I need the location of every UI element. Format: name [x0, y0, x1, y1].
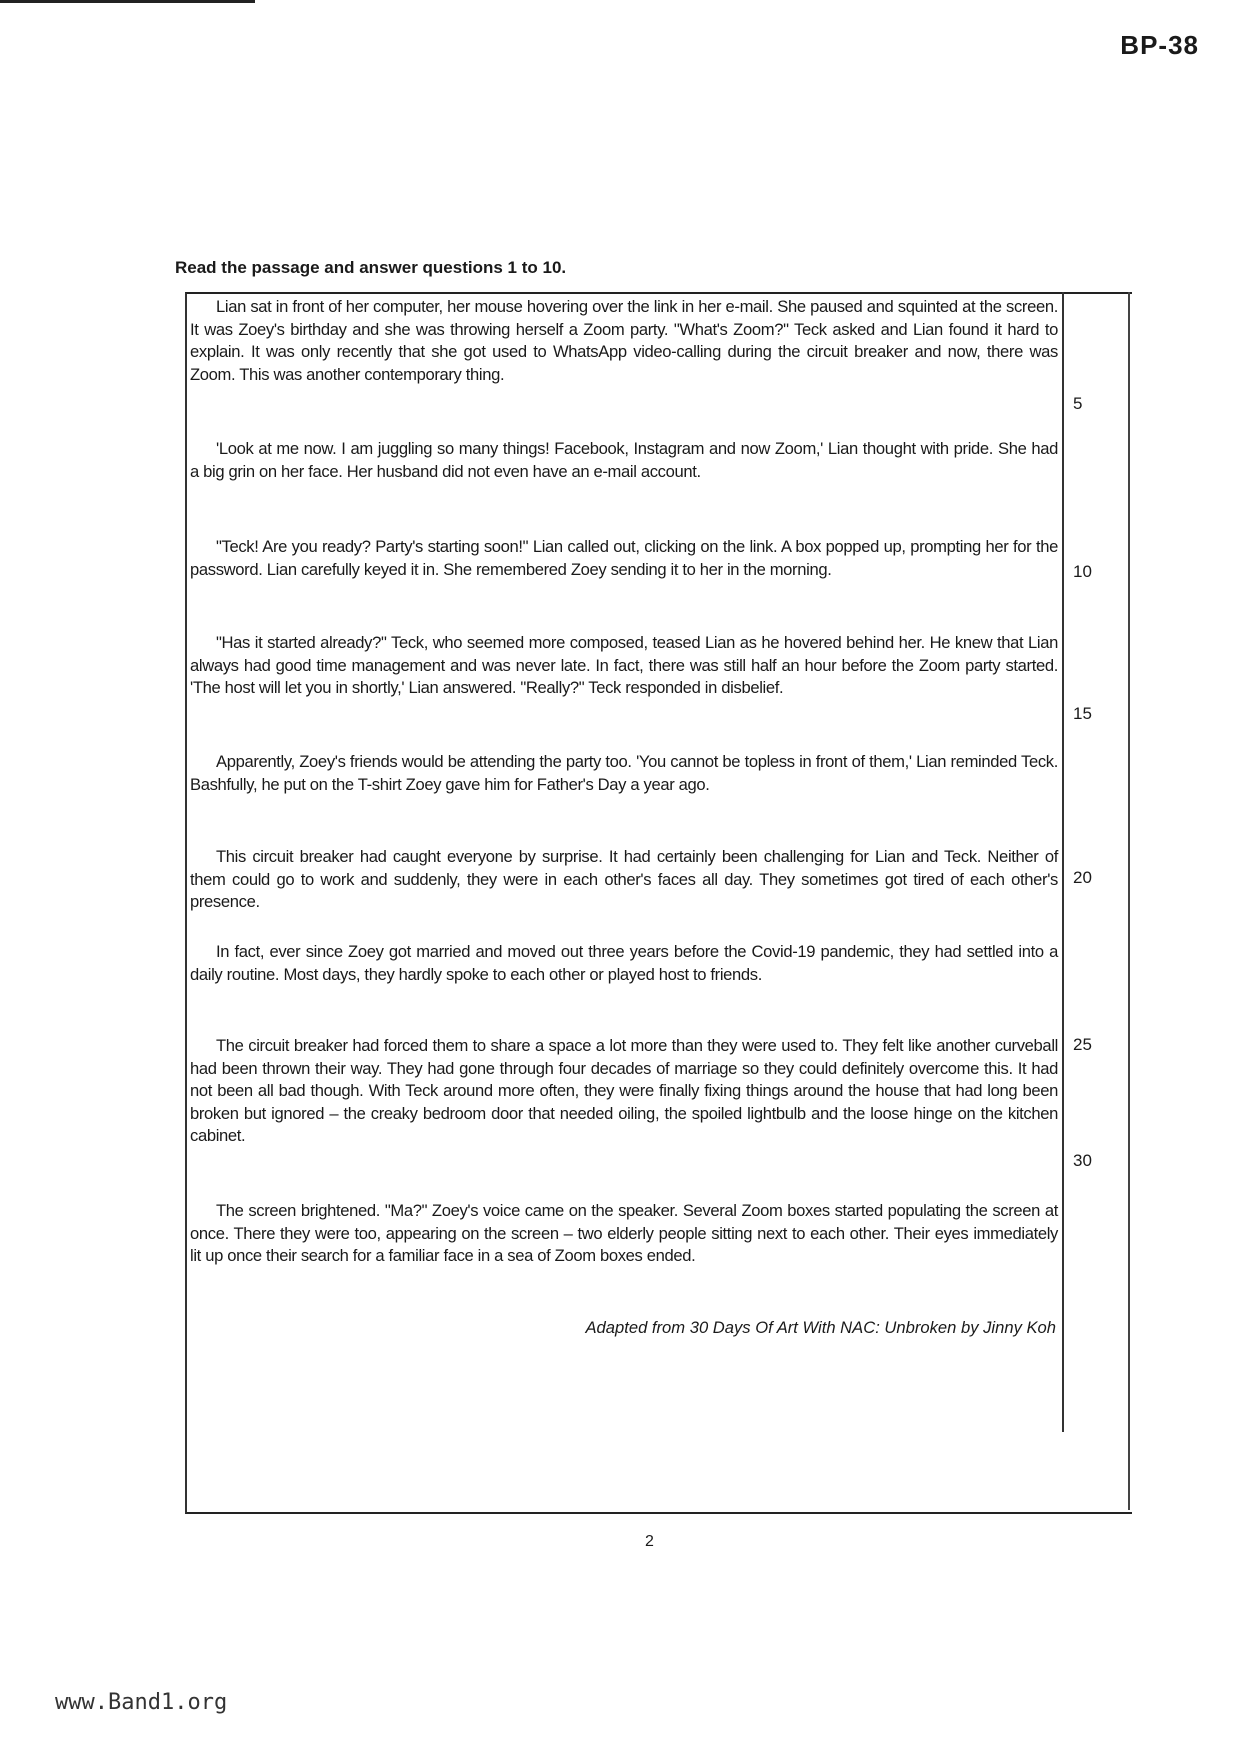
source-attribution: Adapted from 30 Days Of Art With NAC: Unbroken by Jinny Koh — [585, 1318, 1056, 1337]
passage-paragraph-1: Lian sat in front of her computer, her mouse hovering over the link in her e-mail. She paused and squinted at the screen. It was Zoey's birthday and she was throwing herself a Zoom party. "What's Zoom?" Teck asked and Lian found it hard to explain. It was only recently that she got used to WhatsApp video-calling during the circuit breaker and now, there was Zoom. This was another contemporary thing. — [190, 297, 1058, 384]
passage-paragraph-9: The screen brightened. "Ma?" Zoey's voice came on the speaker. Several Zoom boxes started populating the screen at once. There they were too, appearing on the screen – two elderly people sitting next to each other. Their eyes immediately lit up once their search for a familiar face in a sea of Zoom boxes ended. — [190, 1201, 1058, 1266]
footer-website: www.Band1.org — [55, 1690, 228, 1715]
line-number: 5 — [1073, 394, 1083, 413]
passage-paragraph-6: This circuit breaker had caught everyone by surprise. It had certainly been challenging for Lian and Teck. Neither of them could go to work and suddenly, they were in each other's faces all day. They sometimes got tired of each other's presence. — [190, 847, 1058, 912]
scan-edge-line — [0, 0, 255, 3]
line-number-divider — [1062, 292, 1064, 1432]
box-right-border — [1128, 292, 1130, 1510]
line-number: 20 — [1073, 868, 1092, 887]
passage-paragraph-3: "Teck! Are you ready? Party's starting soon!" Lian called out, clicking on the link. A box popped up, prompting her for the password. Lian carefully keyed it in. She remembered Zoey sending it to her in the morning. — [190, 537, 1058, 579]
passage-paragraph-2: 'Look at me now. I am juggling so many things! Facebook, Instagram and now Zoom,' Lian thought with pride. She had a big grin on her face. Her husband did not even have an e-mail account. — [190, 439, 1058, 481]
instruction: Read the passage and answer questions 1 to 10. — [175, 258, 567, 277]
line-number: 25 — [1073, 1035, 1092, 1054]
line-number: 10 — [1073, 562, 1092, 581]
passage-paragraph-5: Apparently, Zoey's friends would be attending the party too. 'You cannot be topless in front of them,' Lian reminded Teck. Bashfully, he put on the T-shirt Zoey gave him for Father's Day a year ago. — [190, 752, 1058, 794]
passage-paragraph-7: In fact, ever since Zoey got married and moved out three years before the Covid-19 pandemic, they had settled into a daily routine. Most days, they hardly spoke to each other or played host to friends. — [190, 942, 1058, 984]
passage-paragraph-4: "Has it started already?" Teck, who seemed more composed, teased Lian as he hovered behind her. He knew that Lian always had good time management and was never late. In fact, there was still half an hour before the Zoom party started. 'The host will let you in shortly,' Lian answered. "Really?" Teck responded in disbelief. — [190, 633, 1058, 698]
line-number: 15 — [1073, 704, 1092, 723]
line-number: 30 — [1073, 1151, 1092, 1170]
paper-code: BP-38 — [1120, 30, 1199, 60]
page-number: 2 — [645, 1533, 654, 1550]
passage-paragraph-8: The circuit breaker had forced them to share a space a lot more than they were used to. They felt like another curveball had been thrown their way. They had gone through four decades of marriage so they could definitely overcome this. It had not been all bad though. With Teck around more often, they were finally fixing things around the house that had long been broken but ignored – the creaky bedroom door that needed oiling, the spoiled lightbulb and the loose hinge on the kitchen cabinet. — [190, 1036, 1058, 1146]
